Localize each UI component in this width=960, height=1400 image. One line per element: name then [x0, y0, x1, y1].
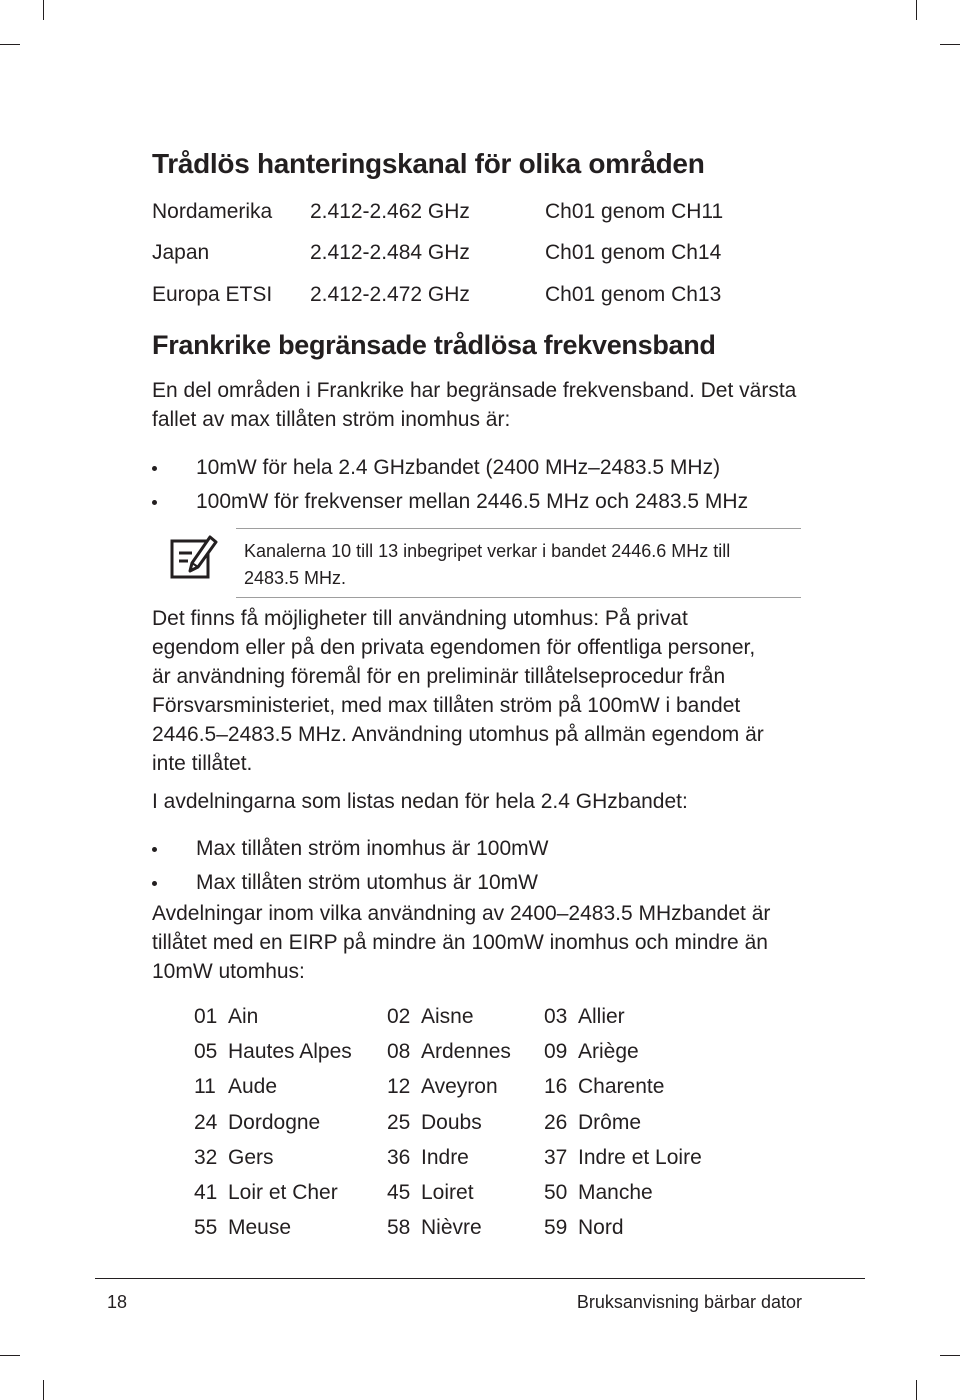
region-cell: Nordamerika [152, 200, 273, 223]
crop-mark [940, 44, 960, 45]
department-number: 26 [544, 1111, 568, 1134]
text-line: är användning föremål för en preliminär tillåtelseprocedur från [152, 665, 726, 688]
region-cell: Europa ETSI [152, 283, 273, 306]
department-number: 37 [544, 1146, 568, 1169]
department-number: 36 [387, 1146, 411, 1169]
range-cell: 2.412-2.484 GHz [310, 241, 470, 264]
department-number: 24 [194, 1111, 218, 1134]
department-name: Charente [578, 1075, 665, 1098]
department-number: 16 [544, 1075, 568, 1098]
department-name: Meuse [228, 1216, 292, 1239]
department-name: Nièvre [421, 1216, 482, 1239]
department-number: 55 [194, 1216, 218, 1239]
department-number: 11 [194, 1075, 216, 1098]
crop-mark [0, 1355, 20, 1356]
text-line: fallet av max tillåten ström inomhus är: [152, 408, 511, 431]
department-number: 50 [544, 1181, 568, 1204]
department-number: 09 [544, 1040, 568, 1063]
department-number: 05 [194, 1040, 218, 1063]
department-name: Ain [228, 1005, 259, 1028]
department-name: Ardennes [421, 1040, 511, 1063]
department-number: 32 [194, 1146, 218, 1169]
department-name: Loiret [421, 1181, 474, 1204]
note-text [244, 538, 789, 592]
text-line: Det finns få möjligheter till användning utomhus: På privat [152, 607, 688, 630]
department-name: Indre [421, 1146, 469, 1169]
footer-rule [95, 1278, 865, 1279]
department-number: 25 [387, 1111, 411, 1134]
channels-cell: Ch01 genom Ch14 [545, 241, 722, 264]
bullet-icon [152, 881, 157, 886]
department-name: Ariège [578, 1040, 639, 1063]
department-name: Manche [578, 1181, 653, 1204]
page-number: 18 [107, 1292, 128, 1312]
department-name: Aisne [421, 1005, 474, 1028]
intro-paragraph [152, 376, 812, 434]
section-heading: Frankrike begränsade trådlösa frekvensband [152, 330, 716, 360]
bullet-text: Max tillåten ström inomhus är 100mW [196, 837, 549, 860]
text-line: Kanalerna 10 till 13 inbegripet verkar i bandet 2446.6 MHz till [244, 541, 731, 561]
department-name: Allier [578, 1005, 625, 1028]
department-name: Nord [578, 1216, 624, 1239]
department-number: 01 [194, 1005, 218, 1028]
channels-cell: Ch01 genom CH11 [545, 200, 724, 223]
department-number: 58 [387, 1216, 411, 1239]
text-line: 10mW utomhus: [152, 960, 305, 983]
bullet-text: 10mW för hela 2.4 GHzbandet (2400 MHz–2483.5 MHz) [196, 456, 721, 479]
department-name: Gers [228, 1146, 274, 1169]
crop-mark [916, 1380, 917, 1400]
department-number: 12 [387, 1075, 411, 1098]
department-name: Aveyron [421, 1075, 498, 1098]
crop-mark [916, 0, 917, 20]
outdoor-paragraph [152, 604, 812, 778]
page-heading: Trådlös hanteringskanal för olika områden [152, 148, 705, 179]
note-pencil-icon [170, 533, 218, 586]
bullet-icon [152, 500, 157, 505]
bullet-icon [152, 847, 157, 852]
text-line: Avdelningar inom vilka användning av 2400–2483.5 MHzbandet är [152, 902, 771, 925]
department-name: Loir et Cher [228, 1181, 338, 1204]
bullet-text: 100mW för frekvenser mellan 2446.5 MHz och 2483.5 MHz [196, 490, 749, 513]
note-top-rule [236, 528, 801, 529]
department-number: 08 [387, 1040, 411, 1063]
crop-mark [940, 1355, 960, 1356]
text-line: inte tillåtet. [152, 752, 253, 775]
department-number: 59 [544, 1216, 568, 1239]
department-number: 41 [194, 1181, 218, 1204]
crop-mark [43, 0, 44, 20]
department-number: 02 [387, 1005, 411, 1028]
text-line: En del områden i Frankrike har begränsade frekvensband. Det värsta [152, 379, 797, 402]
note-bottom-rule [236, 597, 801, 598]
bullet-icon [152, 466, 157, 471]
bullet-text: Max tillåten ström utomhus är 10mW [196, 871, 538, 894]
footer-title: Bruksanvisning bärbar dator [576, 1292, 802, 1312]
department-name: Aude [228, 1075, 278, 1098]
range-cell: 2.412-2.462 GHz [310, 200, 470, 223]
text-line: tillåtet med en EIRP på mindre än 100mW inomhus och mindre än [152, 931, 768, 954]
eirp-paragraph [152, 899, 812, 986]
department-name: Drôme [578, 1111, 642, 1134]
region-cell: Japan [152, 241, 210, 264]
department-name: Hautes Alpes [228, 1040, 352, 1063]
crop-mark [43, 1380, 44, 1400]
text-line: egendom eller på den privata egendomen för offentliga personer, [152, 636, 756, 659]
range-cell: 2.412-2.472 GHz [310, 283, 470, 306]
text-line: 2483.5 MHz. [244, 568, 347, 588]
department-name: Dordogne [228, 1111, 321, 1134]
department-name: Doubs [421, 1111, 482, 1134]
crop-mark [0, 44, 20, 45]
department-name: Indre et Loire [578, 1146, 702, 1169]
text-line: Försvarsministeriet, med max tillåten ström på 100mW i bandet [152, 694, 741, 717]
text-line: 2446.5–2483.5 MHz. Användning utomhus på allmän egendom är [152, 723, 764, 746]
subsection-text: I avdelningarna som listas nedan för hela 2.4 GHzbandet: [152, 790, 688, 813]
department-number: 03 [544, 1005, 568, 1028]
channels-cell: Ch01 genom Ch13 [545, 283, 722, 306]
department-number: 45 [387, 1181, 411, 1204]
